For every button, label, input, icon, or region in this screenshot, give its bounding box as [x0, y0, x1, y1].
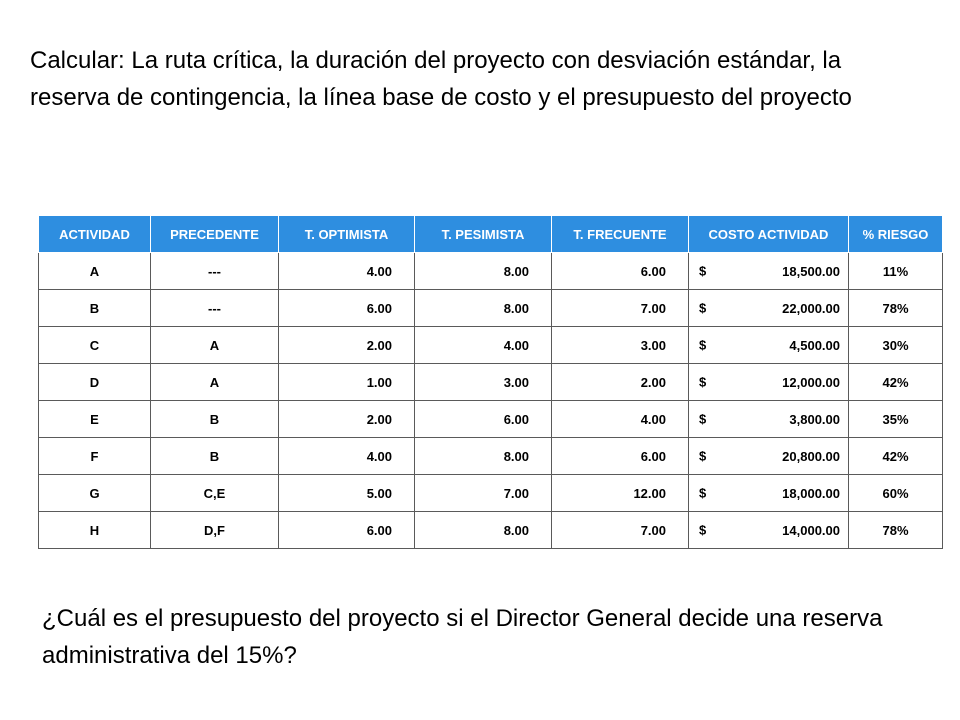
question-text: ¿Cuál es el presupuesto del proyecto si el Director General decide una reserva administrativa del 15%? — [42, 605, 883, 669]
cost-value: 20,800.00 — [782, 448, 840, 464]
cell-pesimista: 6.00 — [415, 401, 552, 438]
cost-value: 14,000.00 — [782, 522, 840, 538]
cell-pesimista: 8.00 — [415, 290, 552, 327]
cell-riesgo: 42% — [849, 438, 943, 475]
currency-symbol: $ — [699, 263, 707, 279]
cost-value: 18,500.00 — [782, 263, 840, 279]
cost-value: 12,000.00 — [782, 374, 840, 390]
table-row — [39, 253, 943, 290]
table-row — [39, 290, 943, 327]
cell-actividad: B — [39, 290, 151, 327]
header-riesgo: % RIESGO — [849, 216, 943, 253]
currency-symbol: $ — [699, 300, 707, 316]
table-row — [39, 438, 943, 475]
cell-riesgo: 78% — [849, 512, 943, 549]
activity-table-container — [38, 215, 942, 547]
table-row — [39, 512, 943, 549]
cell-pesimista: 4.00 — [415, 327, 552, 364]
cell-precedente: --- — [151, 290, 279, 327]
table-header-row — [39, 216, 943, 253]
cell-frecuente: 7.00 — [552, 512, 689, 549]
currency-symbol: $ — [699, 337, 707, 353]
cell-precedente: B — [151, 401, 279, 438]
cell-frecuente: 3.00 — [552, 327, 689, 364]
cell-costo — [689, 327, 849, 364]
cell-riesgo: 30% — [849, 327, 943, 364]
header-t-optimista: T. OPTIMISTA — [279, 216, 415, 253]
cost-value: 3,800.00 — [789, 411, 840, 427]
header-t-pesimista: T. PESIMISTA — [415, 216, 552, 253]
cell-riesgo: 60% — [849, 475, 943, 512]
cell-precedente: B — [151, 438, 279, 475]
cell-riesgo: 35% — [849, 401, 943, 438]
cell-optimista: 4.00 — [279, 438, 415, 475]
header-costo-actividad: COSTO ACTIVIDAD — [689, 216, 849, 253]
cell-costo — [689, 438, 849, 475]
cell-costo — [689, 475, 849, 512]
cell-riesgo: 78% — [849, 290, 943, 327]
cell-costo — [689, 364, 849, 401]
table-row — [39, 364, 943, 401]
cell-pesimista: 8.00 — [415, 253, 552, 290]
cost-value: 4,500.00 — [789, 337, 840, 353]
cell-pesimista: 7.00 — [415, 475, 552, 512]
cell-frecuente: 6.00 — [552, 253, 689, 290]
activity-table — [38, 215, 943, 549]
cell-optimista: 1.00 — [279, 364, 415, 401]
cell-riesgo: 11% — [849, 253, 943, 290]
cell-optimista: 6.00 — [279, 290, 415, 327]
currency-symbol: $ — [699, 522, 707, 538]
cell-riesgo: 42% — [849, 364, 943, 401]
cell-pesimista: 8.00 — [415, 512, 552, 549]
cell-actividad: H — [39, 512, 151, 549]
table-row — [39, 475, 943, 512]
cell-frecuente: 4.00 — [552, 401, 689, 438]
cell-actividad: A — [39, 253, 151, 290]
cell-actividad: C — [39, 327, 151, 364]
cell-optimista: 2.00 — [279, 401, 415, 438]
cell-pesimista: 3.00 — [415, 364, 552, 401]
cell-precedente: C,E — [151, 475, 279, 512]
cell-frecuente: 7.00 — [552, 290, 689, 327]
cell-precedente: A — [151, 327, 279, 364]
cell-actividad: G — [39, 475, 151, 512]
currency-symbol: $ — [699, 448, 707, 464]
currency-symbol: $ — [699, 411, 707, 427]
cell-actividad: E — [39, 401, 151, 438]
cost-value: 18,000.00 — [782, 485, 840, 501]
cell-actividad: D — [39, 364, 151, 401]
header-precedente: PRECEDENTE — [151, 216, 279, 253]
cost-value: 22,000.00 — [782, 300, 840, 316]
cell-costo — [689, 253, 849, 290]
task-prompt: Calcular: La ruta crítica, la duración del proyecto con desviación estándar, la reserva de contingencia, la línea base de costo y el presupuesto del proyecto — [30, 47, 852, 111]
header-actividad: ACTIVIDAD — [39, 216, 151, 253]
currency-symbol: $ — [699, 485, 707, 501]
cell-frecuente: 2.00 — [552, 364, 689, 401]
cell-frecuente: 6.00 — [552, 438, 689, 475]
cell-precedente: --- — [151, 253, 279, 290]
cell-pesimista: 8.00 — [415, 438, 552, 475]
cell-costo — [689, 512, 849, 549]
header-t-frecuente: T. FRECUENTE — [552, 216, 689, 253]
cell-precedente: D,F — [151, 512, 279, 549]
cell-frecuente: 12.00 — [552, 475, 689, 512]
cell-costo — [689, 290, 849, 327]
cell-optimista: 6.00 — [279, 512, 415, 549]
cell-optimista: 2.00 — [279, 327, 415, 364]
cell-actividad: F — [39, 438, 151, 475]
table-row — [39, 327, 943, 364]
cell-costo — [689, 401, 849, 438]
cell-optimista: 5.00 — [279, 475, 415, 512]
table-row — [39, 401, 943, 438]
currency-symbol: $ — [699, 374, 707, 390]
cell-precedente: A — [151, 364, 279, 401]
cell-optimista: 4.00 — [279, 253, 415, 290]
